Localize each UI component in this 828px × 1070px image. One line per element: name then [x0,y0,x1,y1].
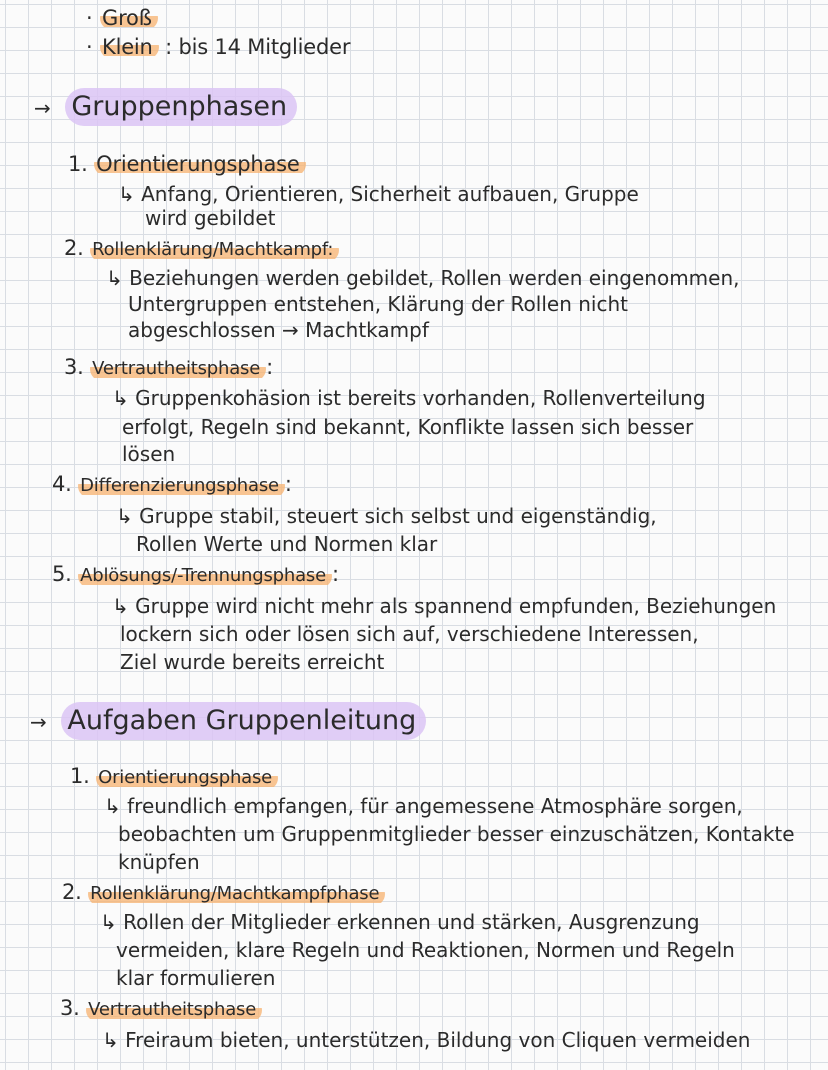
phase-3-heading [64,355,273,381]
phase-title: Vertrautheitsphase [90,357,266,381]
phase-number: 1. [68,152,88,176]
task-title: Rollenklärung/Machtkampfphase [88,882,385,906]
bullet-glyph: · [86,6,93,30]
intro-item-gross-label: Groß [100,6,158,30]
task-2-heading [62,880,385,906]
sub-arrow-icon: ↳ [100,910,117,934]
phase-title: Rollenklärung/Machtkampf: [90,238,339,262]
phase-title: Ablösungs/-Trennungsphase [78,564,332,588]
task-3-text-line [102,1028,750,1052]
phase-3-text-line: lösen [122,442,176,466]
bullet-glyph: · [86,35,93,59]
arrow-right-icon: → [34,96,51,120]
task-1-heading [70,764,278,790]
phase-3-text-line: erfolgt, Regeln sind bekannt, Konflikte lassen sich besser [122,415,694,439]
intro-item-klein-text: : bis 14 Mitglieder [165,35,351,59]
task-3-heading [60,996,262,1022]
phase-title: Orientierungsphase [94,152,306,176]
phase-3-text-line [112,386,706,410]
phase-text: Gruppe wird nicht mehr als spannend empfunden, Beziehungen [135,594,777,618]
task-text: Freiraum bieten, unterstützen, Bildung von Cliquen vermeiden [125,1028,751,1052]
sub-arrow-icon: ↳ [112,594,129,618]
section-title: Gruppenphasen [65,88,297,126]
task-title: Orientierungsphase [96,766,278,790]
intro-item-klein-label: Klein [100,35,159,59]
phase-number: 4. [52,472,72,496]
section-title: Aufgaben Gruppenleitung [61,702,426,740]
task-2-text-line [100,910,700,934]
phase-2-text-line: abgeschlossen → Machtkampf [128,318,429,342]
task-text: freundlich empfangen, für angemessene Atmosphäre sorgen, [127,794,743,818]
phase-text: Gruppe stabil, steuert sich selbst und eigenständig, [139,504,657,528]
task-2-text-line: vermeiden, klare Regeln und Reaktionen, Normen und Regeln [116,938,735,962]
task-1-text-line [104,794,743,818]
section-heading-gruppenphasen [34,88,297,126]
phase-title-colon: : [331,562,339,586]
intro-item-klein [86,35,350,59]
task-2-text-line: klar formulieren [116,966,276,990]
sub-arrow-icon: ↳ [112,386,129,410]
phase-number: 3. [64,355,84,379]
task-text: Rollen der Mitglieder erkennen und stärken, Ausgrenzung [123,910,700,934]
task-number: 2. [62,880,82,904]
task-1-text-line: knüpfen [118,850,200,874]
phase-text: Beziehungen werden gebildet, Rollen werden eingenommen, [129,266,740,290]
sub-arrow-icon: ↳ [102,1028,119,1052]
phase-title-colon: : [284,472,292,496]
arrow-right-icon: → [30,710,47,734]
phase-2-text-line [106,266,740,290]
sub-arrow-icon: ↳ [106,266,123,290]
phase-4-heading [52,472,292,498]
phase-4-text-line: Rollen Werte und Normen klar [136,532,438,556]
task-1-text-line: beobachten um Gruppenmitglieder besser einzuschätzen, Kontakte [118,822,795,846]
task-title: Vertrautheitsphase [86,998,262,1022]
phase-4-text-line [116,504,657,528]
phase-1-heading [68,152,306,176]
phase-1-text-line: wird gebildet [145,206,276,230]
phase-5-text-line: Ziel wurde bereits erreicht [120,650,385,674]
sub-arrow-icon: ↳ [104,794,121,818]
section-heading-aufgaben [30,702,426,740]
sub-arrow-icon: ↳ [118,182,135,206]
phase-5-text-line: lockern sich oder lösen sich auf, verschiedene Interessen, [120,622,699,646]
phase-number: 2. [64,236,84,260]
phase-number: 5. [52,562,72,586]
phase-2-text-line: Untergruppen entstehen, Klärung der Rollen nicht [128,292,628,316]
phase-text: Gruppenkohäsion ist bereits vorhanden, Rollenverteilung [135,386,706,410]
phase-text: Anfang, Orientieren, Sicherheit aufbauen, Gruppe [141,182,639,206]
phase-title: Differenzierungsphase [78,474,285,498]
phase-1-text-line [118,182,639,206]
task-number: 1. [70,764,90,788]
phase-5-text-line [112,594,776,618]
phase-5-heading [52,562,339,588]
phase-2-heading [64,236,339,262]
phase-title-colon: : [266,355,273,379]
intro-item-gross [86,6,158,30]
sub-arrow-icon: ↳ [116,504,133,528]
task-number: 3. [60,996,80,1020]
